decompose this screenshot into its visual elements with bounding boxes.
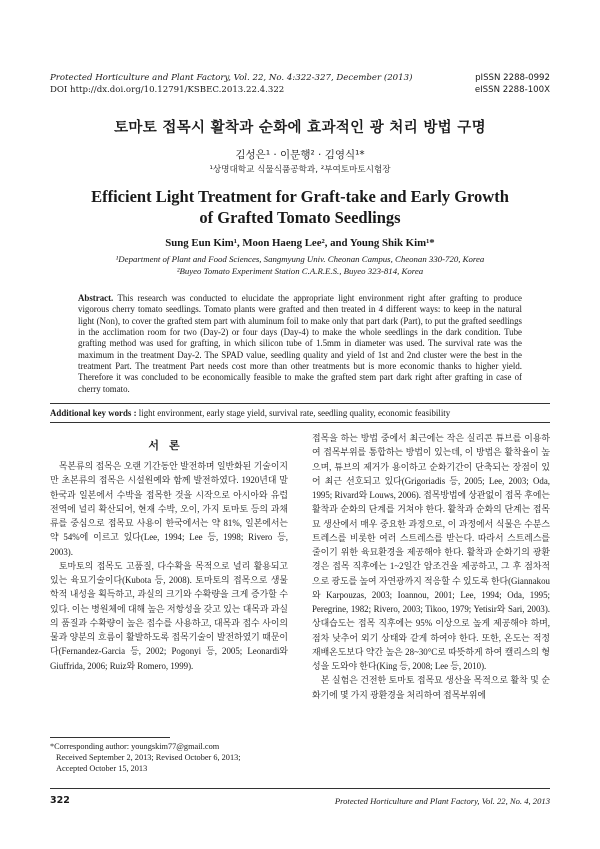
doi-line: DOI http://dx.doi.org/10.12791/KSBEC.2013.22.4.322: [50, 85, 285, 95]
korean-affiliation: ¹상명대학교 식물식품공학과, ²부여토마토시험장: [209, 165, 391, 175]
keywords-label: Additional key words :: [50, 408, 137, 418]
abstract-text: This research was conducted to elucidate the appropriate light environment right after grafting to produce vigorous cherry tomato seedlings. Tomato plants were grafted and then treated in 4 different ways: to keep in the natural light (Non), to cover the grafted stem part with aluminum foil to make only that part dark (Part), to put the grafted seedlings in the acclimation room for two (Day-2) or four days (Day-4) to make the whole seedlings in the dark condition. Tube grafting method was used for grafting, in which silicon tube of 1.5mm in diameter was used. The survival rate was the maximum in the treatment Day-2. The SPAD value, seedling quality and yield of 1st and 2nd cluster were the best in the treatment Part. The treatment Part needs cost more than other treatments but is more economic thanks to higher yield. Therefore it was concluded to be economically feasible to make the grafted stem part dark right after grafting in case of cherry tomato.: [78, 293, 522, 394]
accepted-date: Accepted October 15, 2013: [56, 764, 148, 773]
issn-block: [475, 72, 550, 96]
intro-paragraph-2: 토마토의 접목도 고품질, 다수확을 목적으로 널리 활용되고 있는 육묘기술이다(Kubota 등, 2008). 토마토의 접목으로 생물학적 내성을 획득하고, 과실의 크기와 수확량을 크게 증가할 수 있다. 이는 병원체에 대해 높은 저항성을 갖고 있는 대목과 과실의 품질과 수확량이 높은 접수를 사용하고, 대목과 접수 사이의 물과 양분의 흐름이 활발하도록 접목기술이 발전하였기 때문이다(Fernandez-Garcia 등, 2002; Pogonyi 등, 2005; Leonardi와 Giuffrida, 2006; Ruiz와 Romero, 1999).: [50, 560, 288, 671]
footnote-rule: [50, 737, 170, 738]
footnote: [50, 741, 241, 774]
affiliation-2: ²Buyeo Tomato Experiment Station C.A.R.E.S., Buyeo 323-814, Korea: [176, 266, 424, 276]
affiliation-1: ¹Department of Plant and Food Sciences, Sangmyung Univ. Cheonan Campus, Cheonan 330-720, Korea: [115, 254, 485, 264]
intro-paragraph-3: 접목을 하는 방법 중에서 최근에는 작은 실리콘 튜브를 이용하여 접목부위를 통합하는 방법이 있는데, 이 방법은 활착율이 높으며, 튜브의 제거가 용이하고 순화기간이 단축되는 장점이 있어 최근 선호되고 있다(Grigoriadis 등, 2005; Lee, 2003; Oda, 1995; Rivard와 Louws, 2006). 접목방법에 상관없이 접목 후에는 활착과 순화의 단계를 거쳐야 한다. 활착과 순화의 단계는 접목묘 생산에서 매우 중요한 과정으로, 이 과정에서 식물은 수분스트레스를 비롯한 여러 스트레스를 받는다. 따라서 스트레스를 줄이기 위한 육묘환경을 제공해야 한다. 활착과 순화기의 광환경은 접목 직후에는 1~2일간 암조건을 제공하고, 그 후 점차적으로 광도를 높여 자연광까지 적응할 수 있도록 한다(Giannakou와 Karpouzas, 2003; Ioannou, 2001; Lee, 1994; Oda, 1995; Peregrine, 1982; Rivero, 2003; Tikoo, 1979; Yetisir와 Sari, 2003). 상대습도는 접목 직후에는 95% 이상으로 높게 제공해야 하며, 점차 낮추어 외기 상태와 같게 하여야 한다. 또한, 온도는 적정 재배온도보다 약간 높은 28~30°C로 따뜻하게 하여 캘리스의 형성을 도와야 한다(King 등, 2008; Lee 등, 2010).: [312, 433, 550, 671]
intro-right-column: [312, 431, 550, 702]
keywords-bottom-rule: [50, 422, 550, 423]
abstract: [78, 293, 522, 395]
korean-authors: 김성은¹ · 이문행² · 김영식¹*: [235, 149, 365, 161]
journal-header: [50, 72, 412, 96]
received-dates: Received September 2, 2013; Revised October 6, 2013;: [56, 753, 241, 762]
corresponding-author: *Corresponding author: youngskim77@gmail.com: [50, 742, 220, 751]
section-heading-intro: 서론: [148, 439, 190, 452]
footer-rule: [50, 788, 550, 789]
english-affiliations: [0, 253, 600, 277]
journal-citation: Protected Horticulture and Plant Factory, Vol. 22, No. 4:322-327, December (2013): [50, 73, 413, 83]
intro-paragraph-1: 목본류의 접목은 오랜 기간동안 발전하며 일반화된 기술이지만 초본류의 접목은 시설원예와 함께 발전하였다. 1920년대 말 한국과 일본에서 수박을 접목한 것을 시작으로 아시아와 유럽 전역에 널리 확산되어, 현재 수박, 오이, 가지 토마토 등의 과채류를 중심으로 접목묘 사용이 한국에서는 약 81%, 일본에서는 약 54%에 이르고 있다(Lee, 1994; Lee 등, 1998; Rivero 등, 2003).: [50, 461, 288, 557]
pissn: pISSN 2288-0992: [475, 73, 550, 83]
intro-paragraph-4: 본 실험은 건전한 토마토 접목묘 생산을 목적으로 활착 및 순화기에 몇 가지 광환경을 처리하여 접목부위에: [312, 675, 550, 700]
korean-title: 토마토 접목시 활착과 순화에 효과적인 광 처리 방법 구명: [114, 120, 486, 136]
english-authors: Sung Eun Kim¹, Moon Haeng Lee², and Young Shik Kim¹*: [165, 237, 435, 249]
english-title-line1: Efficient Light Treatment for Graft-take and Early Growth: [91, 187, 509, 206]
keywords-top-rule: [50, 403, 550, 404]
keywords: [50, 408, 450, 418]
abstract-label: Abstract.: [78, 293, 114, 303]
english-title: [0, 186, 600, 228]
english-title-line2: of Grafted Tomato Seedlings: [199, 208, 401, 227]
intro-left-column: [50, 459, 288, 673]
page-number: 322: [50, 795, 70, 806]
keywords-text: light environment, early stage yield, survival rate, seedling quality, economic feasibility: [136, 408, 451, 418]
eissn: eISSN 2288-100X: [474, 85, 550, 95]
footer-journal: Protected Horticulture and Plant Factory, Vol. 22, No. 4, 2013: [334, 796, 550, 806]
